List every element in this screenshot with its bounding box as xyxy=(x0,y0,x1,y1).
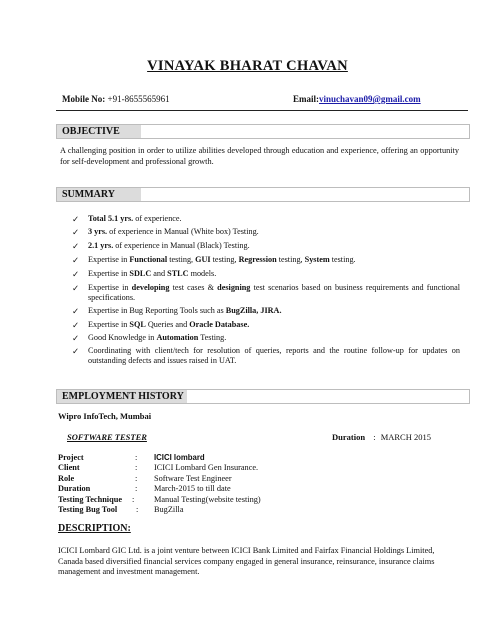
header-divider xyxy=(56,110,468,111)
summary-item-text: Expertise in developing test cases & designing test scenarios based on business requirements and functional specifications. xyxy=(88,283,461,302)
detail-separator: : xyxy=(135,484,138,494)
duration-value: MARCH 2015 xyxy=(380,432,431,442)
summary-item-text: Expertise in Functional testing, GUI testing, Regression testing, System testing. xyxy=(88,255,356,264)
checkmark-icon: ✓ xyxy=(72,241,80,251)
objective-heading xyxy=(56,124,470,139)
detail-value: ICICI lombard xyxy=(154,453,205,462)
detail-value: BugZilla xyxy=(154,505,184,514)
checkmark-icon: ✓ xyxy=(72,283,80,293)
email-label: Email: xyxy=(293,94,319,104)
summary-item-text: 3 yrs. of experience in Manual (White box) Testing. xyxy=(88,227,259,236)
job-title: SOFTWARE TESTER xyxy=(67,432,147,442)
mobile-value: +91-8655565961 xyxy=(107,94,170,104)
duration-line xyxy=(332,432,431,442)
summary-item-text: Coordinating with client/tech for resolution of queries, reports and the routine follow-up for updates on outstanding defects and issues raised in UAT. xyxy=(88,346,460,365)
description-title: DESCRIPTION: xyxy=(58,523,131,534)
summary-title: SUMMARY xyxy=(62,189,115,200)
detail-label: Client xyxy=(58,463,80,473)
email-contact xyxy=(293,94,421,104)
summary-item-text: Total 5.1 yrs. of experience. xyxy=(88,214,182,223)
detail-value: ICICI Lombard Gen Insurance. xyxy=(154,463,259,473)
checkmark-icon: ✓ xyxy=(72,333,80,343)
checkmark-icon: ✓ xyxy=(72,306,80,316)
detail-separator: : xyxy=(135,473,138,483)
mobile-contact xyxy=(62,94,170,104)
employment-title: EMPLOYMENT HISTORY xyxy=(62,391,184,402)
summary-item-text: Expertise in Bug Reporting Tools such as BugZilla, JIRA. xyxy=(88,306,282,315)
detail-separator: : xyxy=(132,494,135,504)
checkmark-icon: ✓ xyxy=(72,255,80,265)
detail-separator: : xyxy=(135,463,138,473)
employment-heading xyxy=(56,389,470,404)
duration-label: Duration xyxy=(332,432,366,442)
checkmark-icon: ✓ xyxy=(72,227,80,237)
summary-item-text: 2.1 yrs. of experience in Manual (Black) Testing. xyxy=(88,241,250,250)
duration-sep: : xyxy=(373,432,376,442)
detail-value: Software Test Engineer xyxy=(154,473,232,483)
objective-title: OBJECTIVE xyxy=(62,126,120,137)
checkmark-icon: ✓ xyxy=(72,214,80,224)
detail-label: Testing Bug Tool xyxy=(58,505,118,514)
detail-separator: : xyxy=(135,453,138,462)
objective-text: A challenging position in order to utilize abilities developed through education and experience, offering an opportunity for self-development and professional growth. xyxy=(60,146,459,166)
summary-item-text: Expertise in SDLC and STLC models. xyxy=(88,269,217,278)
company-name: Wipro InfoTech, Mumbai xyxy=(58,411,152,421)
summary-heading xyxy=(56,187,470,202)
detail-label: Duration xyxy=(58,484,91,494)
summary-item-text: Expertise in SQL Queries and Oracle Database. xyxy=(88,320,250,329)
checkmark-icon: ✓ xyxy=(72,346,80,356)
detail-value: March-2015 to till date xyxy=(154,484,231,494)
detail-separator: : xyxy=(136,505,139,514)
detail-label: Role xyxy=(58,473,75,483)
mobile-label: Mobile No: xyxy=(62,94,106,104)
description-text: ICICI Lombard GIC Ltd. is a joint venture between ICICI Bank Limited and Fairfax Financial Holdings Limited, Canada based diversified financial services company engaged in general insurance, reinsurance, insurance claims management and investment management. xyxy=(58,546,435,576)
checkmark-icon: ✓ xyxy=(72,269,80,279)
detail-label: Project xyxy=(58,453,84,462)
summary-item-text: Good Knowledge in Automation Testing. xyxy=(88,333,227,342)
email-link[interactable]: vinuchavan09@gmail.com xyxy=(319,94,421,104)
detail-label: Testing Technique xyxy=(58,494,123,504)
candidate-name: VINAYAK BHARAT CHAVAN xyxy=(147,58,348,74)
checkmark-icon: ✓ xyxy=(72,320,80,330)
detail-value: Manual Testing(website testing) xyxy=(154,494,261,504)
